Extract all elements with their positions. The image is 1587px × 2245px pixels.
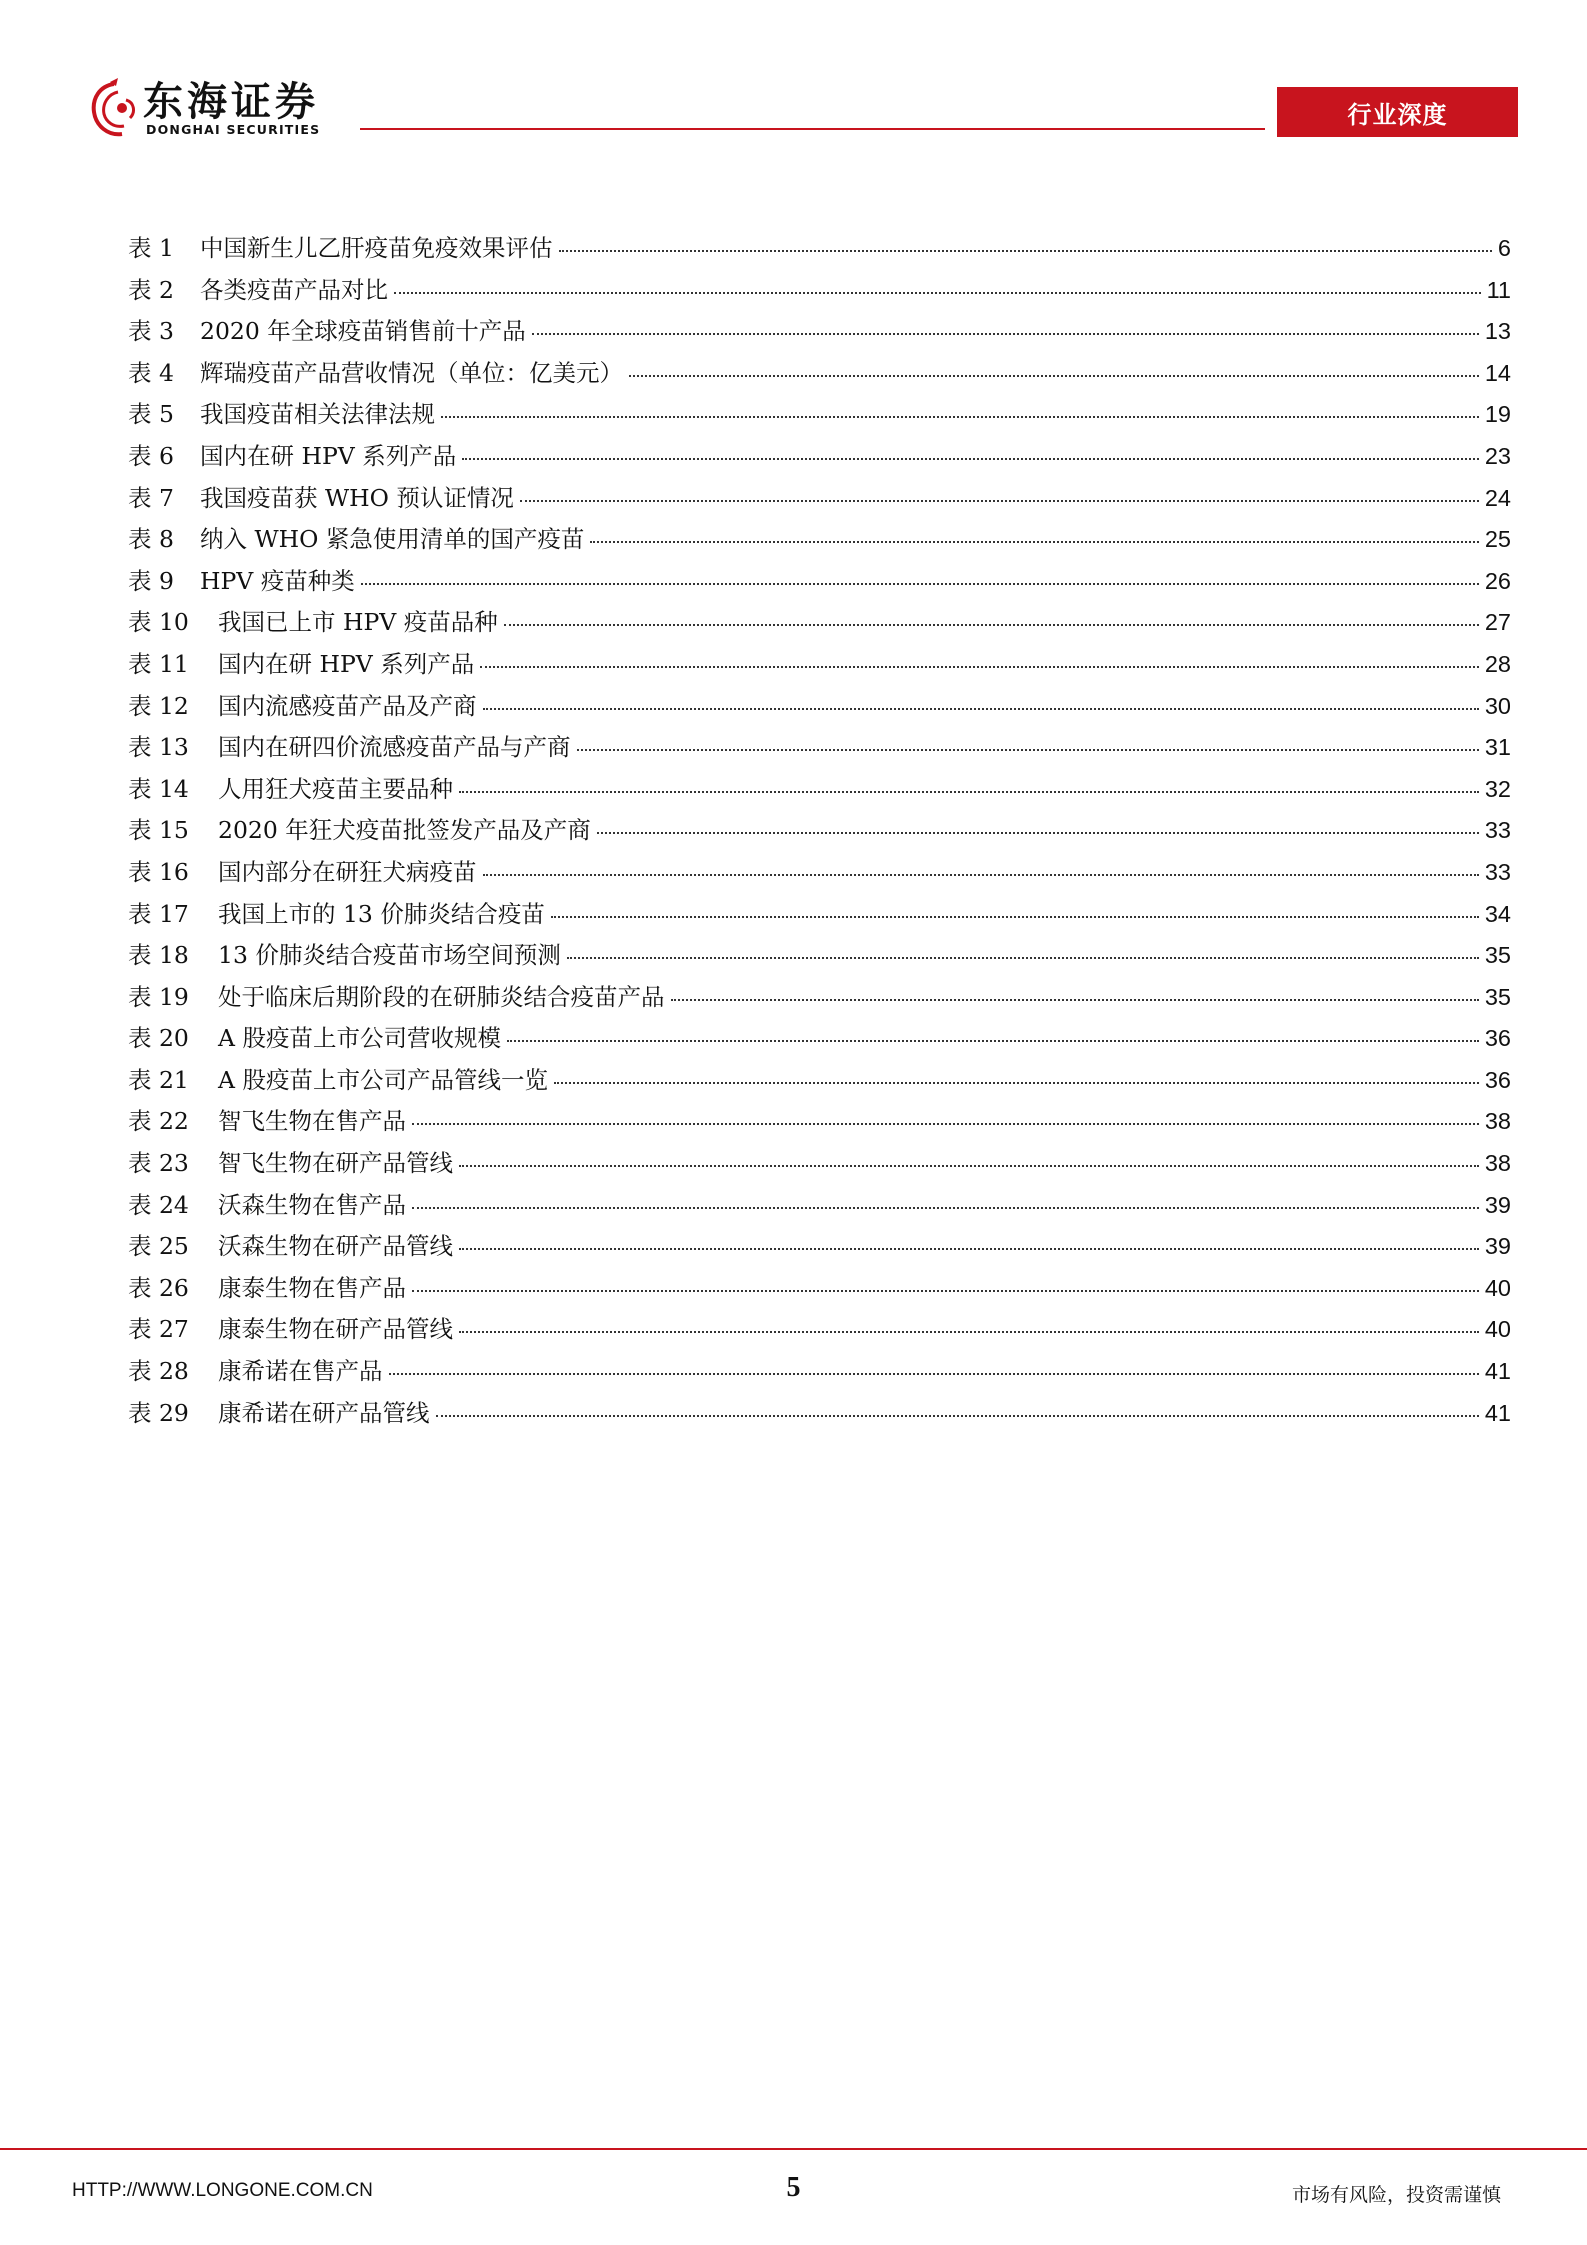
toc-entry-page: 13 (1484, 318, 1511, 345)
toc-entry-title: 智飞生物在研产品管线 (218, 1149, 453, 1178)
toc-dot-leader (412, 1123, 1479, 1125)
toc-dot-leader (389, 1373, 1479, 1375)
toc-entry-title: 康希诺在研产品管线 (218, 1398, 430, 1427)
toc-entry-label: 表 3 (128, 317, 174, 346)
toc-entry[interactable] (128, 353, 1511, 395)
toc-entry-label: 表 13 (128, 733, 189, 762)
toc-entry-page: 28 (1484, 650, 1511, 677)
toc-dot-leader (462, 458, 1479, 460)
toc-dot-leader (436, 1415, 1479, 1417)
toc-entry-label: 表 27 (128, 1315, 189, 1344)
toc-dot-leader (441, 416, 1479, 418)
toc-entry-title: 纳入 WHO 紧急使用清单的国产疫苗 (200, 525, 585, 554)
toc-dot-leader (590, 541, 1479, 543)
toc-entry[interactable] (128, 1060, 1511, 1102)
toc-entry-page: 38 (1484, 1150, 1511, 1177)
toc-entry-page: 32 (1484, 775, 1511, 802)
toc-entry-page: 27 (1484, 609, 1511, 636)
toc-entry-title: 智飞生物在售产品 (218, 1107, 406, 1136)
toc-entry-title: 我国上市的 13 价肺炎结合疫苗 (218, 899, 545, 928)
toc-entry-label: 表 15 (128, 816, 189, 845)
toc-dot-leader (394, 292, 1481, 294)
page-header (0, 0, 1587, 150)
toc-entry-title: 我国已上市 HPV 疫苗品种 (218, 608, 498, 637)
toc-entry[interactable] (128, 727, 1511, 769)
toc-entry-title: 2020 年全球疫苗销售前十产品 (200, 317, 526, 346)
toc-entry[interactable] (128, 810, 1511, 852)
toc-entry-label: 表 24 (128, 1190, 189, 1219)
toc-entry-page: 38 (1484, 1108, 1511, 1135)
toc-dot-leader (577, 749, 1479, 751)
toc-entry-label: 表 28 (128, 1357, 189, 1386)
toc-entry-title: 国内部分在研狂犬病疫苗 (218, 857, 477, 886)
toc-entry-title: 辉瑞疫苗产品营收情况（单位：亿美元） (200, 358, 623, 387)
toc-dot-leader (507, 1040, 1479, 1042)
footer-divider (0, 2148, 1587, 2150)
toc-entry-page: 30 (1484, 692, 1511, 719)
toc-entry-label: 表 23 (128, 1149, 189, 1178)
toc-entry-label: 表 11 (128, 649, 189, 678)
toc-dot-leader (504, 624, 1479, 626)
logo-chinese-text: 东海证券 (143, 79, 319, 125)
toc-entry[interactable] (128, 1226, 1511, 1268)
toc-dot-leader (459, 1248, 1479, 1250)
toc-entry-title: 沃森生物在研产品管线 (218, 1232, 453, 1261)
toc-entry-label: 表 29 (128, 1398, 189, 1427)
toc-entry-title: 2020 年狂犬疫苗批签发产品及产商 (218, 816, 591, 845)
toc-entry-title: 各类疫苗产品对比 (200, 275, 388, 304)
toc-entry[interactable] (128, 1309, 1511, 1351)
logo-english-text: DONGHAI SECURITIES (146, 122, 321, 137)
toc-entry[interactable] (128, 436, 1511, 478)
toc-entry[interactable] (128, 1268, 1511, 1310)
toc-entry-label: 表 12 (128, 691, 189, 720)
toc-entry[interactable] (128, 270, 1511, 312)
toc-dot-leader (532, 333, 1479, 335)
toc-entry-page: 34 (1484, 900, 1511, 927)
toc-entry-page: 33 (1484, 817, 1511, 844)
toc-entry[interactable] (128, 1101, 1511, 1143)
toc-entry[interactable] (128, 394, 1511, 436)
toc-entry-label: 表 17 (128, 899, 189, 928)
toc-entry-title: 康泰生物在研产品管线 (218, 1315, 453, 1344)
toc-entry[interactable] (128, 1393, 1511, 1435)
toc-dot-leader (480, 666, 1479, 668)
toc-entry-page: 23 (1484, 442, 1511, 469)
toc-entry[interactable] (128, 519, 1511, 561)
toc-entry-page: 33 (1484, 858, 1511, 885)
toc-entry[interactable] (128, 894, 1511, 936)
risk-notice: 市场有风险，投资需谨慎 (1292, 2184, 1502, 2206)
toc-dot-leader (412, 1207, 1479, 1209)
header-divider (360, 128, 1265, 130)
toc-dot-leader (629, 375, 1479, 377)
toc-entry[interactable] (128, 478, 1511, 520)
toc-entry[interactable] (128, 1143, 1511, 1185)
toc-entry-title: A 股疫苗上市公司营收规模 (218, 1024, 501, 1053)
toc-dot-leader (554, 1082, 1479, 1084)
toc-dot-leader (483, 708, 1479, 710)
toc-dot-leader (559, 250, 1492, 252)
company-logo (88, 78, 368, 144)
toc-dot-leader (459, 1165, 1479, 1167)
toc-dot-leader (567, 957, 1479, 959)
toc-entry-title: 国内在研 HPV 系列产品 (218, 649, 475, 678)
toc-entry-title: 国内流感疫苗产品及产商 (218, 691, 477, 720)
toc-entry-page: 24 (1484, 484, 1511, 511)
toc-entry-label: 表 10 (128, 608, 189, 637)
toc-entry-page: 35 (1484, 942, 1511, 969)
toc-entry-title: 沃森生物在售产品 (218, 1190, 406, 1219)
toc-entry-page: 26 (1484, 567, 1511, 594)
toc-dot-leader (412, 1290, 1479, 1292)
toc-entry-page: 40 (1484, 1274, 1511, 1301)
page-number: 5 (786, 2172, 801, 2203)
toc-entry-label: 表 8 (128, 525, 174, 554)
toc-entry-title: 康希诺在售产品 (218, 1357, 383, 1386)
toc-entry-title: 人用狂犬疫苗主要品种 (218, 774, 453, 803)
toc-entry-title: 中国新生儿乙肝疫苗免疫效果评估 (200, 234, 553, 262)
toc-entry-label: 表 25 (128, 1232, 189, 1261)
toc-entry-title: 处于临床后期阶段的在研肺炎结合疫苗产品 (218, 982, 665, 1011)
toc-entry[interactable] (128, 977, 1511, 1019)
toc-entry-page: 6 (1497, 235, 1511, 261)
dragon-logo-icon (88, 78, 138, 140)
toc-entry-label: 表 6 (128, 441, 174, 470)
toc-entry[interactable] (128, 561, 1511, 603)
toc-dot-leader (483, 874, 1479, 876)
toc-entry[interactable] (128, 769, 1511, 811)
toc-entry-page: 36 (1484, 1066, 1511, 1093)
toc-entry-title: A 股疫苗上市公司产品管线一览 (218, 1065, 548, 1094)
toc-entry-label: 表 16 (128, 857, 189, 886)
toc-dot-leader (459, 791, 1479, 793)
toc-entry[interactable] (128, 852, 1511, 894)
toc-entry[interactable] (128, 1351, 1511, 1393)
toc-entry[interactable] (128, 1185, 1511, 1227)
toc-entry-page: 36 (1484, 1025, 1511, 1052)
footer-url[interactable]: HTTP://WWW.LONGONE.COM.CN (72, 2180, 373, 2201)
toc-entry-label: 表 2 (128, 275, 174, 304)
toc-entry[interactable] (128, 686, 1511, 728)
toc-entry[interactable] (128, 602, 1511, 644)
toc-entry-label: 表 9 (128, 566, 174, 595)
toc-entry-page: 11 (1486, 276, 1511, 303)
toc-entry-page: 39 (1484, 1191, 1511, 1218)
toc-entry-title: 康泰生物在售产品 (218, 1273, 406, 1302)
toc-entry-label: 表 18 (128, 941, 189, 970)
toc-entry-title: 国内在研四价流感疫苗产品与产商 (218, 733, 571, 762)
toc-entry-title: 我国疫苗获 WHO 预认证情况 (200, 483, 514, 512)
table-of-contents (128, 228, 1511, 1434)
toc-dot-leader (520, 500, 1479, 502)
toc-entry[interactable] (128, 644, 1511, 686)
report-type-badge: 行业深度 (1277, 87, 1518, 137)
toc-entry-page: 40 (1484, 1316, 1511, 1343)
toc-entry-label: 表 14 (128, 774, 189, 803)
toc-entry[interactable] (128, 1018, 1511, 1060)
toc-dot-leader (459, 1331, 1479, 1333)
toc-entry[interactable] (128, 311, 1511, 353)
toc-entry-page: 39 (1484, 1233, 1511, 1260)
toc-entry-label: 表 19 (128, 982, 189, 1011)
toc-entry-title: HPV 疫苗种类 (200, 566, 355, 595)
toc-entry-label: 表 20 (128, 1024, 189, 1053)
toc-entry-label: 表 4 (128, 358, 174, 387)
toc-dot-leader (361, 583, 1479, 585)
toc-entry-label: 表 26 (128, 1273, 189, 1302)
toc-entry-page: 19 (1484, 401, 1511, 428)
toc-entry-page: 41 (1484, 1358, 1511, 1385)
toc-dot-leader (551, 916, 1479, 918)
toc-entry-title: 13 价肺炎结合疫苗市场空间预测 (218, 941, 561, 970)
toc-dot-leader (671, 999, 1479, 1001)
toc-entry-title: 我国疫苗相关法律法规 (200, 400, 435, 429)
toc-entry-page: 14 (1484, 359, 1511, 386)
toc-dot-leader (597, 832, 1479, 834)
toc-entry[interactable] (128, 935, 1511, 977)
toc-entry-label: 表 22 (128, 1107, 189, 1136)
toc-entry-page: 25 (1484, 526, 1511, 553)
toc-entry-page: 31 (1484, 734, 1511, 761)
toc-entry-title: 国内在研 HPV 系列产品 (200, 441, 457, 470)
toc-entry-label: 表 1 (128, 234, 174, 262)
toc-entry-page: 35 (1484, 983, 1511, 1010)
toc-entry-label: 表 5 (128, 400, 174, 429)
toc-entry-label: 表 7 (128, 483, 174, 512)
toc-entry-page: 41 (1484, 1399, 1511, 1426)
toc-entry[interactable] (128, 228, 1511, 270)
toc-entry-label: 表 21 (128, 1065, 189, 1094)
